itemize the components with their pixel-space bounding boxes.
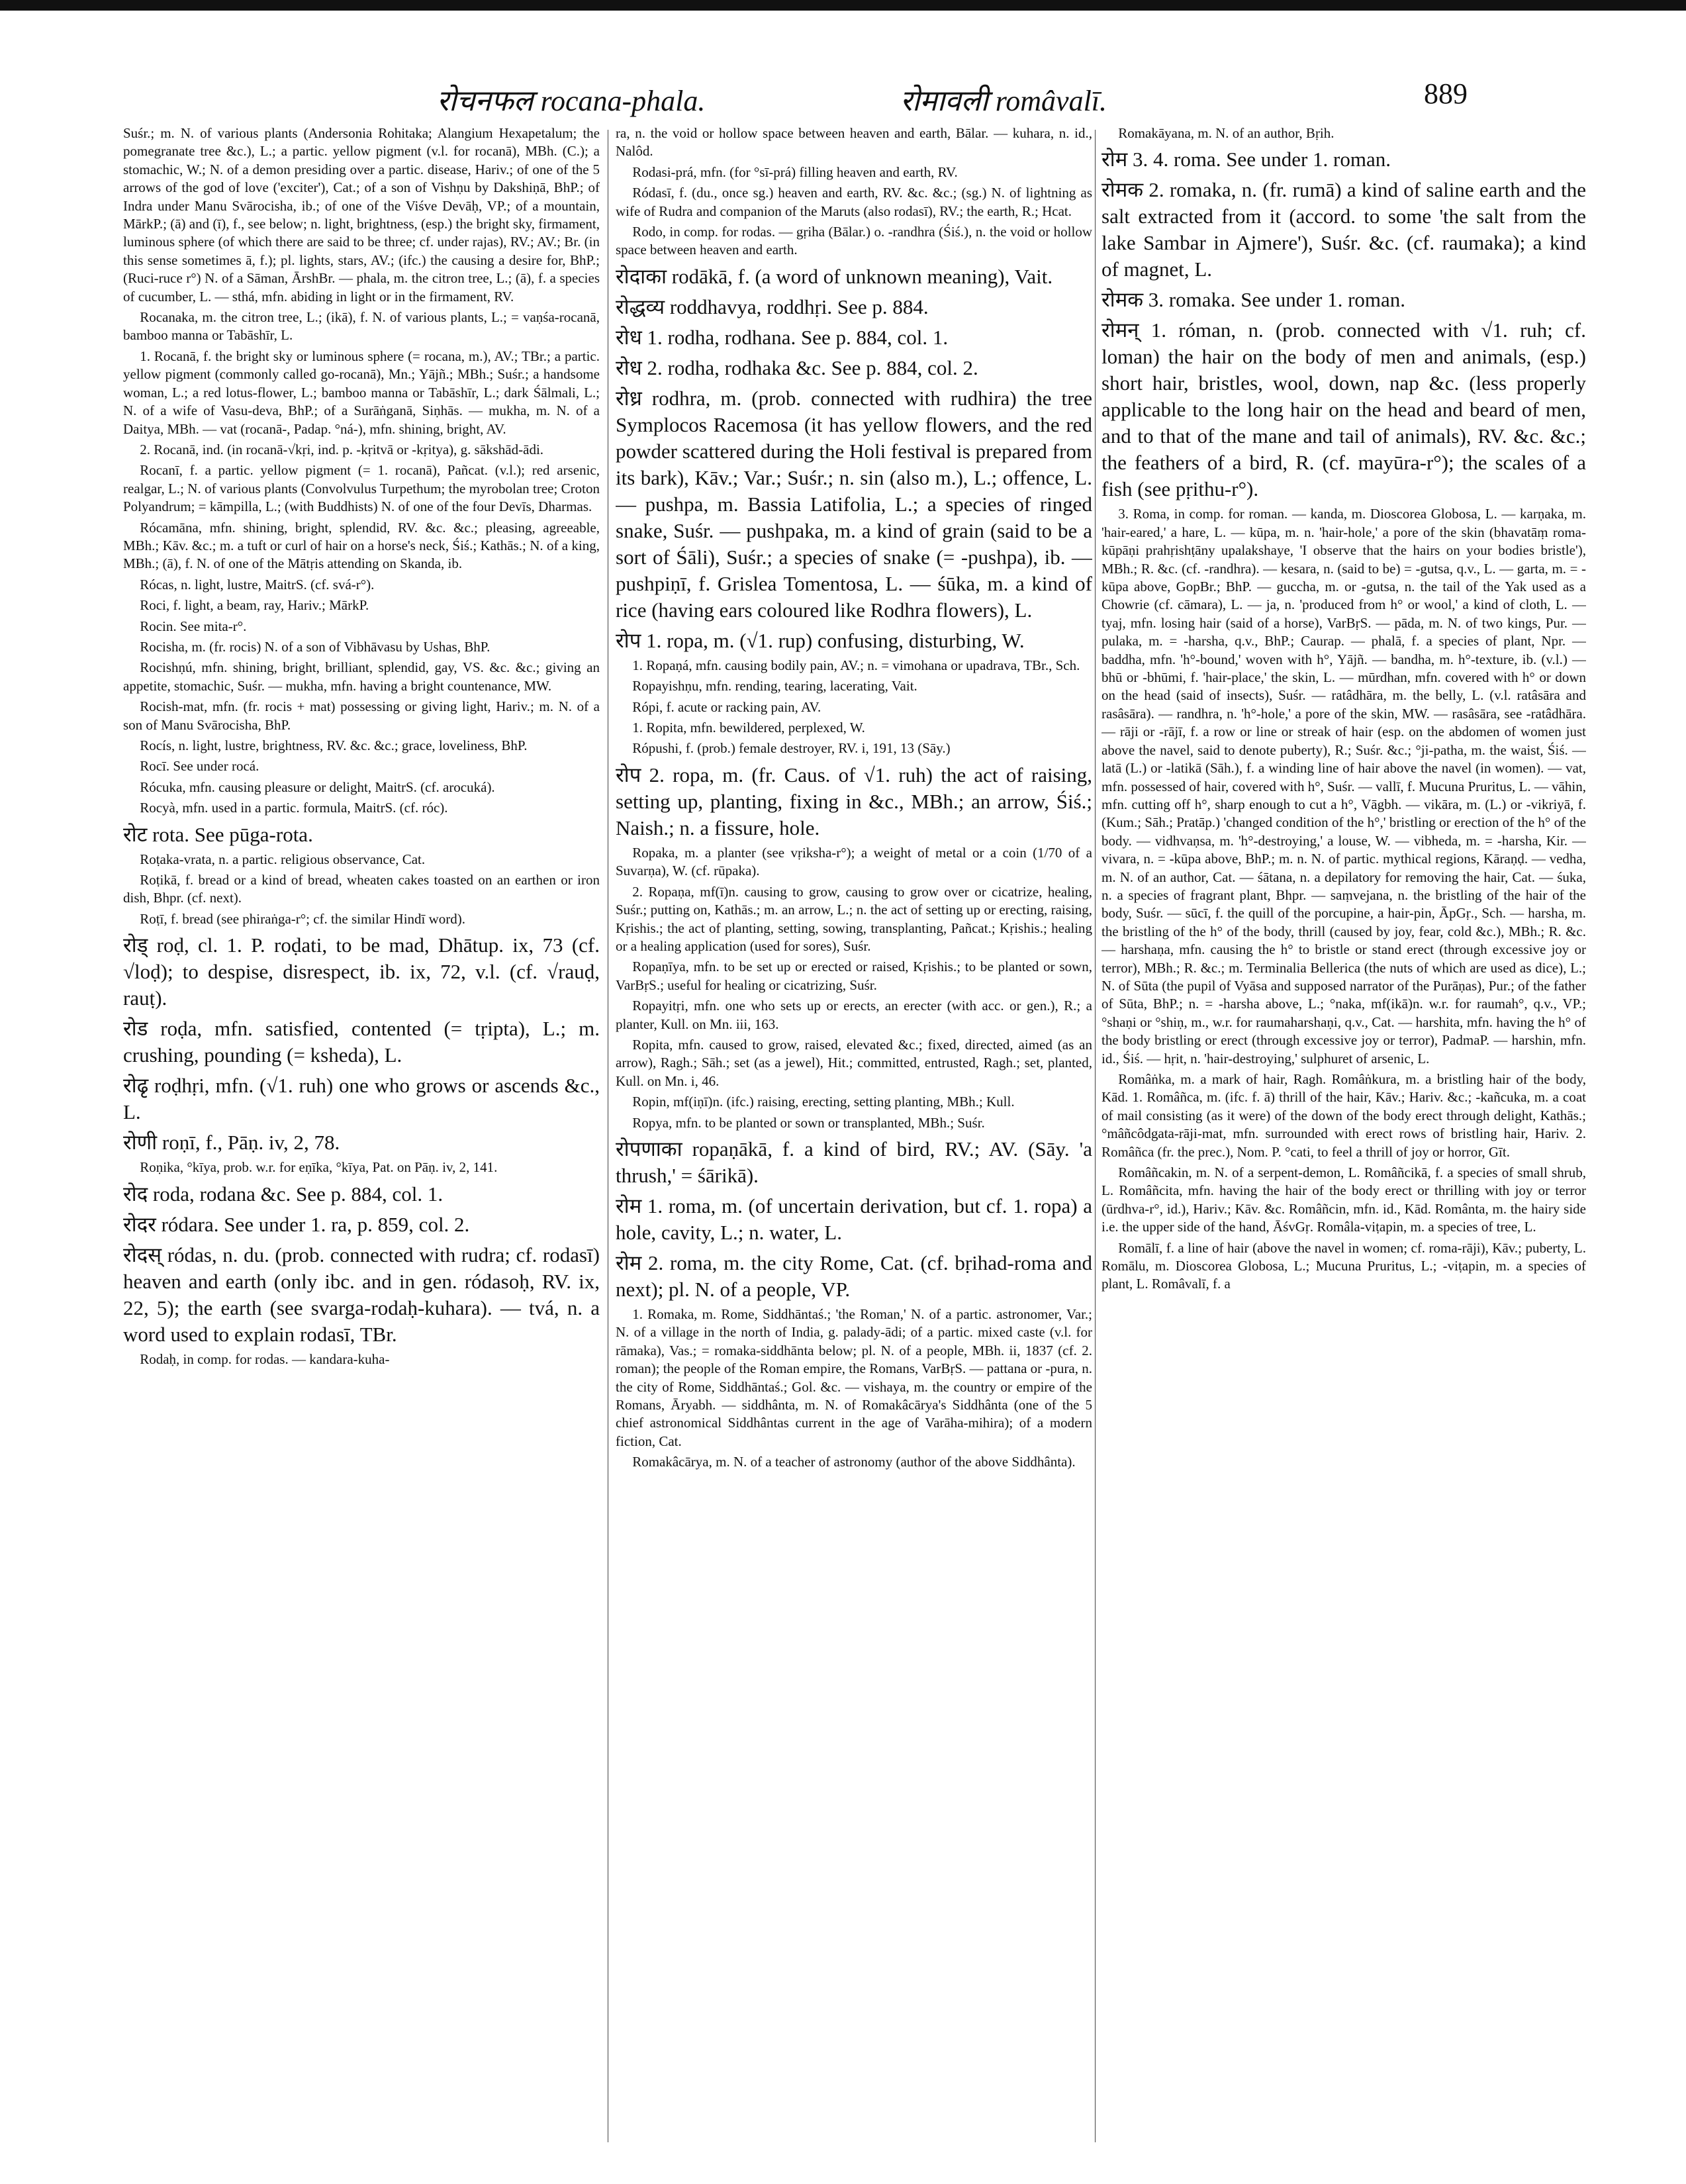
dictionary-entry: Rocanaka, m. the citron tree, L.; (ikā), f. N. of various plants, L.; = vaṇśa-rocanā, bamboo manna or Tabāshīr, L. [123, 309, 600, 344]
dictionary-entry: Rócas, n. light, lustre, MaitrS. (cf. svá-r°). [140, 576, 375, 593]
dictionary-entry: रोदस् ródas, n. du. (prob. connected with rudra; cf. rodasī) heaven and earth (only ibc. and in gen. ródasoḥ, RV. ix, 22, 5); the earth (see svarga-rodaḥ-kuhara). — tvá, n. a word used to explain rodasī, TBr. [123, 1243, 600, 1346]
dictionary-entry: रोड् roḍ, cl. 1. P. roḍati, to be mad, Dhātup. ix, 73 (cf. √loḍ); to despise, disrespect, ib. ix, 72, v.l. (cf. √rauḍ, rauṭ). [123, 933, 600, 1010]
dictionary-entry: Romakâcārya, m. N. of a teacher of astronomy (author of the above Siddhânta). [632, 1454, 1076, 1470]
dictionary-entry: रोम 1. roma, m. (of uncertain derivation, but cf. 1. ropa) a hole, cavity, L.; n. water, L. [616, 1194, 1092, 1244]
page-header [126, 70, 1468, 117]
dictionary-entry: Rópi, f. acute or racking pain, AV. [632, 698, 821, 715]
dictionary-entry: Suśr.; m. N. of various plants (Andersonia Rohitaka; Alangium Hexapetalum; the pomegranate tree &c.), L.; a partic. yellow pigment (v.l. for rocanā), MBh. (C.); a stomachic, W.; N. of a demon presiding over a partic. disease, Hariv.; of one of the 5 arrows of the god of love ('exciter'), Cat.; of a son of Vishṇu by Dakshiṇā, BhP.; of Indra under Manu Svārocisha, ib.; of one of the Viśve Devāḥ, VP.; of a mountain, MārkP.; (ā) and (ī), f., see below; n. light, brightness, (esp.) the bright sky, firmament, luminous sphere (of which there are said to be three; cf. under rajas), RV.; AV.; Br. (in this sense sometimes ā, f.); pl. lights, stars, AV.; (ifc.) the causing a desire for, BhP.; (Ruci-ruce r°) N. of a Sāman, ĀrshBr. — phala, m. the citron tree, L.; (ā), f. a species of cucumber, L. — sthá, mfn. abiding in light or in the firmament, RV. [123, 125, 600, 305]
dictionary-entry: Rocin. See mita-r°. [140, 618, 247, 634]
dictionary-entry: Roṭikā, f. bread or a kind of bread, wheaten cakes toasted on an earthen or iron dish, Bhpr. (cf. next). [123, 872, 600, 906]
dictionary-entry: Rodo, in comp. for rodas. — gṛiha (Bālar.) o. -randhra (Śiś.), n. the void or hollow space between heaven and earth. [616, 224, 1092, 258]
right-running-headword: रोमावली româvalī. [900, 85, 1107, 117]
dictionary-entry: रोध्र rodhra, m. (prob. connected with rudhira) the tree Symplocos Racemosa (it has yellow flowers, and the red powder scattered during the Holi festival is prepared from its bark), Kāv.; Var.; Suśr.; n. sin (also m.), L.; offence, L. — pushpa, m. Bassia Latifolia, L.; a species of ringed snake, Suśr. — pushpaka, m. a kind of grain (said to be a sort of Śāli), Suśr.; a species of snake (= -pushpa), ib. — pushpiṇī, f. Grislea Tomentosa, L. — śūka, m. a kind of rice (having ears coloured like Rodhra flowers), L. [616, 386, 1092, 622]
dictionary-entry: Rocanī, f. a partic. yellow pigment (= 1. rocanā), Pañcat. (v.l.); red arsenic, realgar, L.; N. of various plants (Convolvulus Turpethum; the myrobolan tree; Croton Polyandrum; = kāmpilla, L.; (with Buddhists) N. of one of the four Devīs, Dharmas. [123, 462, 600, 515]
dictionary-entry: रोड roḍa, mfn. satisfied, contented (= tṛipta), L.; m. crushing, pounding (= ksheda), L. [123, 1017, 600, 1067]
dictionary-entry: रोमक 3. romaka. See under 1. roman. [1101, 288, 1406, 312]
dictionary-entry: रोध 1. rodha, rodhana. See p. 884, col. 1. [616, 325, 949, 349]
dictionary-entry: Ropita, mfn. caused to grow, raised, elevated &c.; fixed, directed, aimed (as an arrow), Ragh.; Sāh.; set (as a jewel), Hit.; committed, entrusted, Ragh.; set, planted, Kull. on Mn. i, 46. [616, 1036, 1092, 1089]
dictionary-entry: रोदाका rodākā, f. (a word of unknown meaning), Vait. [616, 264, 1053, 288]
dictionary-entry: Ropaṇīya, mfn. to be set up or erected or raised, Kṛishis.; to be planted or sown, VarBṛS.; useful for healing or cicatrizing, Suśr. [616, 959, 1092, 993]
dictionary-entry: Rocisha, m. (fr. rocis) N. of a son of Vibhāvasu by Ushas, BhP. [140, 638, 491, 655]
dictionary-entry: Roṭī, f. bread (see phiraṅga-r°; cf. the similar Hindī word). [140, 910, 466, 927]
dictionary-entry: Rocishṇú, mfn. shining, bright, brilliant, splendid, gay, VS. &c. &c.; giving an appetite, stomachic, Suśr. — mukha, mfn. having a bright countenance, MW. [123, 659, 600, 694]
dictionary-entry: Roṭaka-vrata, n. a partic. religious observance, Cat. [140, 851, 426, 867]
dictionary-entry: रोद्धव्य roddhavya, roddhṛi. See p. 884. [616, 295, 929, 318]
dictionary-entry: Ropya, mfn. to be planted or sown or transplanted, MBh.; Suśr. [632, 1114, 985, 1131]
dictionary-entry: 2. Ropaṇa, mf(ī)n. causing to grow, causing to grow over or cicatrize, healing, Suśr.; putting on, Kathās.; m. an arrow, L.; n. the act of setting up or erecting, raising, Kṛishis.; the act of planting, setting, sowing, transplanting, Pañcat.; Kṛishis.; healing or a healing application (used for sores), Suśr. [616, 883, 1092, 954]
dictionary-entry: Rocish-mat, mfn. (fr. rocis + mat) possessing or giving light, Hariv.; m. N. of a son of Manu Svārocisha, BhP. [123, 698, 600, 733]
dictionary-entry: 1. Romaka, m. Rome, Siddhāntaś.; 'the Roman,' N. of a partic. astronomer, Var.; N. of a village in the north of India, g. palady-ādi; of a partic. mixed caste (v.l. for rāmaka), Vas.; = romaka-siddhānta below; pl. N. of a people, MBh. ii, 1837 (cf. 2. roman); the people of the Roman empire, the Romans, VarBṛS. — pattana or -pura, n. the city of Rome, Siddhāntaś.; Gol. &c. — vishaya, m. the country or empire of the Romans, Āryabh. — siddhânta, m. N. of Romakâcārya's Siddhânta (one of the 5 chief astronomical Siddhântas current in the age of Varāha-mihira); of a modern fiction, Cat. [616, 1306, 1092, 1449]
dictionary-entry: 1. Ropaṇá, mfn. causing bodily pain, AV.; n. = vimohana or upadrava, TBr., Sch. [632, 657, 1080, 673]
dictionary-entry: Romakāyana, m. N. of an author, Bṛih. [1118, 125, 1335, 141]
dictionary-entry: रोपणाका ropaṇākā, f. a kind of bird, RV.; AV. (Sāy. 'a thrush,' = śārikā). [616, 1137, 1092, 1187]
dictionary-column-3 [1101, 124, 1586, 2144]
dictionary-entry: Româñcakin, m. N. of a serpent-demon, L. Româñcikā, f. a species of small shrub, L. Româñcita, mfn. having the hair of the body erect or thrilling with joy or terror (ūrdhva-r°, id.), Hariv.; Kāv. &c. Româñcin, mfn. id., Kād. Românta, m. the hairy side i.e. the upper side of the hand, ĀśvGṛ. Româla-viṭapin, m. a species of tree, L. [1101, 1164, 1586, 1235]
dictionary-entry: Roṇika, °kīya, prob. w.r. for eṇīka, °kīya, Pat. on Pāṇ. iv, 2, 141. [140, 1159, 498, 1176]
dictionary-entry: रोमक 2. romaka, n. (fr. rumā) a kind of saline earth and the salt extracted from it (accord. to some 'the salt from the lake Sambar in Ajmere'), Suśr. &c. (cf. raumaka); a kind of magnet, L. [1101, 178, 1586, 281]
dictionary-entry: Ropayishṇu, mfn. rending, tearing, lacerating, Vait. [632, 678, 917, 694]
dictionary-entry: रोम 3. 4. roma. See under 1. roman. [1101, 148, 1391, 171]
dictionary-entry: Romālī, f. a line of hair (above the navel in women; cf. roma-rāji), Kāv.; puberty, L. Romālu, m. Dioscorea Globosa, L.; Mucuna Pruritus, L.; -viṭapin, m. a species of plant, L. Româvalī, f. a [1101, 1239, 1586, 1292]
dictionary-entry: Româṅka, m. a mark of hair, Ragh. Româṅkura, m. a bristling hair of the body, Kād. 1. Româñca, m. (ifc. f. ā) thrill of the hair, Kāv.; Hariv. &c.; -kañcuka, m. a coat of mail consisting (as it were) of the down of the body erect through delight, Kathās.; °mâñcôdgata-rāji-mat, mfn. surrounded with erect rows of bristling hair, Hariv. 2. Româñca (fr. the prec.), Nom. P. °cati, to feel a thrill of joy or horror, Gīt. [1101, 1071, 1586, 1160]
dictionary-entry: Ródasī, f. (du., once sg.) heaven and earth, RV. &c. &c.; (sg.) N. of lightning as wife of Rudra and companion of the Maruts (also rodasī), RV.; the earth, R.; Hcat. [616, 185, 1092, 219]
left-running-headword: रोचनफल rocana-phala. [437, 85, 706, 117]
dictionary-entry: Rodasi-prá, mfn. (for °sī-prá) filling heaven and earth, RV. [632, 164, 958, 180]
dictionary-column-1 [123, 124, 600, 2144]
dictionary-entry: Rocī. See under rocá. [140, 758, 259, 775]
dictionary-entry: Ropin, mf(iṇī)n. (ifc.) raising, erecting, setting planting, MBh.; Kull. [632, 1094, 1015, 1110]
dictionary-entry: Ropaka, m. a planter (see vṛiksha-r°); a weight of metal or a coin (1/70 of a Suvarṇa), W. (cf. rūpaka). [616, 844, 1092, 879]
dictionary-entry: रोम 2. roma, m. the city Rome, Cat. (cf. bṛihad-roma and next); pl. N. of a people, VP. [616, 1251, 1092, 1301]
dictionary-entry: रोणी roṇī, f., Pāṇ. iv, 2, 78. [123, 1131, 340, 1155]
top-edge-bar [0, 0, 1686, 11]
page-number: 889 [1424, 77, 1468, 110]
dictionary-entry: रोमन् 1. róman, n. (prob. connected with √1. ruh; cf. loman) the hair on the body of men and animals, (esp.) short hair, bristles, wool, down, nap &c. (less properly applicable to the long hair on the head and beard of men, and to that of the mane and tail of animals), RV. &c. &c.; the feathers of a bird, R. (cf. mayūra-r°); the scales of a fish (see pṛithu-r°). [1101, 318, 1586, 501]
dictionary-entry: रोप 2. ropa, m. (fr. Caus. of √1. ruh) the act of raising, setting up, planting, fixing in &c., MBh.; an arrow, Śiś.; Naish.; n. a fissure, hole. [616, 763, 1092, 839]
dictionary-entry: रोप 1. ropa, m. (√1. rup) confusing, disturbing, W. [616, 628, 1025, 652]
dictionary-entry: Rócuka, mfn. causing pleasure or delight, MaitrS. (cf. arocuká). [140, 779, 495, 795]
dictionary-entry: रोध 2. rodha, rodhaka &c. See p. 884, col. 2. [616, 356, 978, 379]
dictionary-entry: रोदर ródara. See under 1. ra, p. 859, col. 2. [123, 1212, 470, 1236]
dictionary-column-2 [616, 124, 1092, 2144]
dictionary-entry: रोद roda, rodana &c. See p. 884, col. 1. [123, 1182, 444, 1206]
dictionary-entry: Rocís, n. light, lustre, brightness, RV. &c. &c.; grace, loveliness, BhP. [140, 737, 528, 753]
dictionary-entry: Rópushi, f. (prob.) female destroyer, RV. i, 191, 13 (Sāy.) [632, 740, 951, 757]
dictionary-entry: Rócamāna, mfn. shining, bright, splendid, RV. &c. &c.; pleasing, agreeable, MBh.; Kāv. &c.; m. a tuft or curl of hair on a horse's neck, Śiś.; Kathās.; N. of a king, MBh.; (ā), f. N. of one of the Mātṛis attending on Skanda, ib. [123, 519, 600, 572]
dictionary-entry: 1. Ropita, mfn. bewildered, perplexed, W. [632, 720, 865, 736]
dictionary-entry: ra, n. the void or hollow space between heaven and earth, Bālar. — kuhara, n. id., Nalôd. [616, 125, 1092, 160]
dictionary-entry: Roci, f. light, a beam, ray, Hariv.; MārkP. [140, 597, 369, 614]
dictionary-entry: Rodaḥ, in comp. for rodas. — kandara-kuha- [140, 1351, 390, 1367]
column-rule [1095, 130, 1096, 2142]
dictionary-entry: Rocyà, mfn. used in a partic. formula, MaitrS. (cf. róc). [140, 800, 448, 816]
dictionary-entry: 2. Rocanā, ind. (in rocanā-√kṛi, ind. p. -kṛitvā or -kṛitya), g. sākshād-ādi. [140, 441, 544, 457]
dictionary-entry: 1. Rocanā, f. the bright sky or luminous sphere (= rocana, m.), AV.; TBr.; a partic. yellow pigment (commonly called go-rocanā), Mn.; Yājñ.; MBh.; Suśr.; a handsome woman, L.; a red lotus-flower, L.; bamboo manna or Tabāshīr, L.; dark Śālmali, L.; N. of a wife of Vasu-deva, BhP.; of a Surāṅganā, Siṇhās. — mukha, m. N. of a Daitya, MBh. — vat (rocanā-, Padap. °ná-), mfn. shining, bright, AV. [123, 348, 600, 437]
dictionary-entry: 3. Roma, in comp. for roman. — kanda, m. Dioscorea Globosa, L. — karṇaka, m. 'hair-eared,' a hare, L. — kūpa, m. n. 'hair-hole,' a pore of the skin (bhavatāṃ roma-kūpāṇi prahṛishṭāny upalakshaye, 'I observe that the hairs on your bodies bristle'), MBh.; R. &c. (cf. -randhra). — kesara, n. (said to be) = -gutsa, q.v., L. — garta, m. = -kūpa above, GopBr.; BhP. — guccha, m. or -gutsa, n. the tail of the Yak used as a Chowrie (cf. cāmara), L. — ja, n. 'produced from h° or wool,' a kind of cloth, L. — tyaj, mfn. losing hair (said of a horse), VarBṛS. — pāda, m. N. of two kings, Pur. — pulaka, m. = -harsha, q.v., BhP.; Caurap. — phalā, f. a species of plant, Npr. — baddha, mfn. 'h°-bound,' woven with h°, Yājñ. — bandha, m. h°-texture, ib. (v.l.) — bhū or -bhūmi, f. 'hair-place,' the skin, L. — mūrdhan, mfn. covered with h° or down on the head (said of insects), Suśr. — ratâdhāra, m. the belly, L. (v.l. ratâsāra and rasâsāra). — randhra, n. 'h°-hole,' a pore of the skin, MW. — rasâsāra, see -ratâdhāra. — rāji or -rājī, f. a row or line or streak of hair (esp. on the abdomen of women just above the navel, said to denote puberty), R.; Suśr. &c.; °ji-patha, m. the waist, Śiś. — latā (L.) or -latikā (Sāh.), f. a winding line of hair above the navel (in women). — vat, mfn. possessed of hair, covered with h°, Suśr. — vallī, f. Mucuna Pruritus, L. — vāhin, mfn. cutting off h°, sharp enough to cut a h°, Vāgbh. — vikāra, m. (L.) or -vikriyā, f. (Kum.; Sāh.; Pratāp.) 'changed condition of the h°,' bristling or erection of the h° of the body. — vidhvaṇsa, m. 'h°-destroying,' a louse, W. — vibheda, m. = -harsha, Kir. — vivara, n. = -kūpa above, BhP.; m. n. N. of partic. mythical regions, Kāraṇḍ. — vedha, m. N. of an author, Cat. — śātana, n. a depilatory for removing the hair, Cat. — śuka, n. a species of fragrant plant, Bhpr. — saṃvejana, n. the bristling of the hair of the body, Suśr. — sūcī, f. the quill of the porcupine, a hair-pin, ĀpGṛ., Sch. — harsha, m. the bristling of the h° of the body, thrill (caused by joy, fear, cold &c.), MBh.; R. &c. — harshaṇa, mfn. causing the h° to bristle or stand erect (through excessive joy or terror), MBh.; R. &c.; m. Terminalia Bellerica (the nuts of which are used as dice), L.; N. of Sūta (the pupil of Vyāsa and supposed narrator of the Purāṇas), Pur.; of the father of Sūta, BhP.; n. = -harsha above, L.; °naka, mf(ikā)n. w.r. for raumah°, q.v., VP.; °shaṇi or °shiṇ, m., w.r. for raumaharshaṇi, q.v., Cat. — harshita, mfn. having the h° of the body bristling or erect (through excessive joy or terror), PadmaP. — harshin, mfn. id., Śiś. — hṛit, n. 'hair-destroying,' sulphuret of arsenic, L. [1101, 506, 1586, 1067]
dictionary-entry: Ropayitṛi, mfn. one who sets up or erects, an erecter (with acc. or gen.), R.; a planter, Kull. on Mn. iii, 163. [616, 998, 1092, 1032]
dictionary-entry: रोट rota. See pūga-rota. [123, 822, 313, 846]
dictionary-entry: रोढृ roḍhṛi, mfn. (√1. ruh) one who grows or ascends &c., L. [123, 1074, 600, 1124]
